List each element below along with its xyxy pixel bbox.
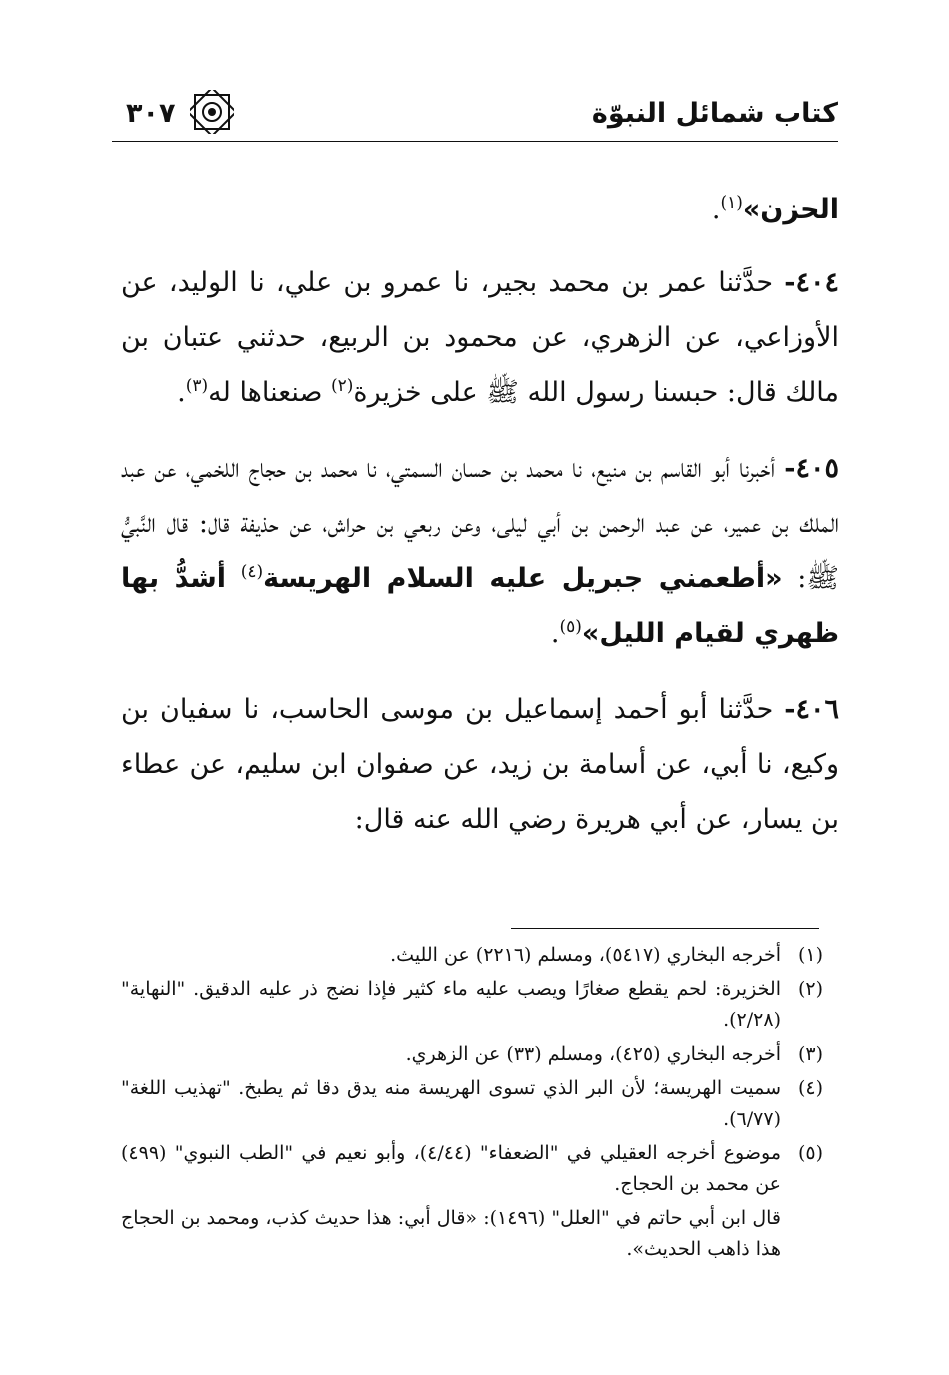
ornament-icon	[190, 90, 234, 134]
footnote-text: أخرجه البخاري (٤٢٥)، ومسلم (٣٣) عن الزهري.	[405, 1043, 781, 1065]
hadith-text: حدَّثنا عمر بن محمد بجير، نا عمرو بن علي، نا الوليد، عن الأوزاعي، عن الزهري، عن محمود بن الربيع، حدثني عتبان بن مالك قال: حبسنا رسول الله ﷺ على خزيرة	[121, 267, 839, 408]
hadith-405	[121, 441, 839, 661]
hadith-text: حدَّثنا أبو أحمد إسماعيل بن موسى الحاسب، نا سفيان بن وكيع، نا أبي، عن أسامة بن زيد، عن صفوان ابن سليم، عن عطاء بن يسار، عن أبي هريرة رضي الله عنه قال:	[121, 694, 839, 835]
footnote-number: (٣)	[797, 1043, 823, 1065]
footnote-ref: (٤)	[240, 562, 264, 582]
footnotes	[121, 940, 823, 1265]
paragraph-continuation	[121, 182, 839, 237]
footnote-item	[121, 974, 823, 1036]
hadith-number: ٤٠٤-	[784, 267, 839, 298]
footnote-separator	[511, 928, 819, 929]
header-rule	[112, 141, 838, 142]
hadith-text: صنعناها له	[208, 377, 323, 408]
footnote-number: (٤)	[797, 1077, 823, 1099]
footnote-number: (١)	[797, 944, 823, 966]
footnote-ref: (٢)	[331, 376, 354, 396]
footnote-ref: (٣)	[185, 376, 209, 396]
footnote-text: موضوع أخرجه العقيلي في "الضعفاء" (٤/٤٤)، وأبو نعيم في "الطب النبوي" (٤٩٩) عن محمد بن الحجاج.	[121, 1142, 781, 1195]
footnote-ref: (١)	[720, 193, 743, 213]
footnote-text: سميت الهريسة؛ لأن البر الذي تسوى الهريسة منه يدق دقا ثم يطبخ. "تهذيب اللغة" (٦/٧٧).	[121, 1077, 781, 1130]
page-header	[112, 78, 838, 142]
footnote-number: (٥)	[797, 1142, 823, 1164]
book-title: كتاب شمائل النبوّة	[591, 98, 838, 129]
punctuation: .	[177, 377, 186, 408]
punctuation: .	[550, 618, 560, 649]
footnote-item	[121, 1138, 823, 1200]
hadith-number: ٤٠٦-	[784, 694, 839, 725]
footnote-text: الخزيرة: لحم يقطع صغارًا ويصب عليه ماء كثير فإذا نضج ذر عليه الدقيق. "النهاية" (٢/٢٨).	[121, 978, 781, 1031]
hadith-406	[121, 682, 839, 847]
bold-text: «أطعمني جبريل عليه السلام الهريسة	[263, 563, 783, 594]
footnote-continuation: قال ابن أبي حاتم في "العلل" (١٤٩٦): «قال أبي: هذا حديث كذب، ومحمد بن الحجاج هذا ذاهب الحديث».	[121, 1207, 781, 1260]
footnote-item	[121, 1039, 823, 1070]
punctuation: .	[711, 194, 721, 225]
footnote-number: (٢)	[797, 978, 823, 1000]
main-text	[121, 182, 839, 868]
bold-text: أشدُّ بها ظهري لقيام الليل»	[121, 563, 839, 649]
footnote-text: أخرجه البخاري (٥٤١٧)، ومسلم (٢٢١٦) عن الليث.	[390, 944, 781, 966]
footnote-item	[121, 940, 823, 971]
hadith-number: ٤٠٥-	[784, 453, 839, 484]
footnote-item	[121, 1073, 823, 1135]
hadith-text: أخبرنا أبو القاسم بن منيع، نا محمد بن حسان السمتي، نا محمد بن حجاج اللخمي، عن عبد الملك بن عمير، عن عبد الرحمن بن أبي ليلى، وعن ربعي بن حراش، عن حذيفة قال: قال النَّبيُّ ﷺ:	[121, 453, 839, 594]
page-number: ٣٠٧	[126, 98, 176, 129]
footnote-ref: (٥)	[559, 617, 582, 637]
bold-text: الحزن»	[742, 194, 839, 225]
hadith-404	[121, 255, 839, 420]
